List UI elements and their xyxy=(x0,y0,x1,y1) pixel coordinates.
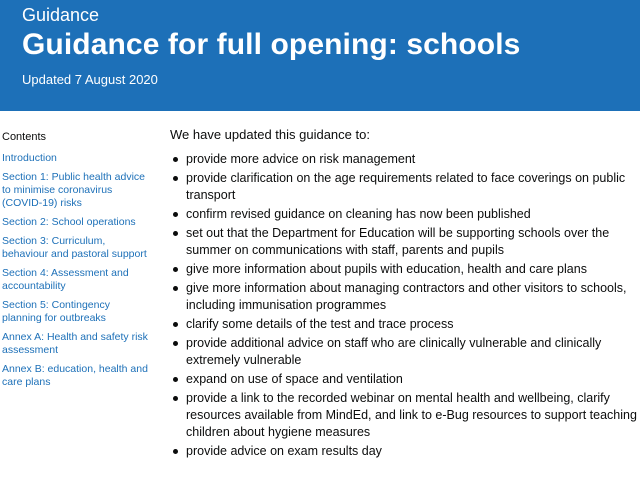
bullet-icon xyxy=(173,322,178,327)
contents-link-section-1[interactable]: Section 1: Public health advice to minimise coronavirus (COVID-19) risks xyxy=(2,171,146,209)
list-item-text: provide advice on exam results day xyxy=(186,444,382,458)
list-item xyxy=(170,335,638,369)
bullet-icon xyxy=(173,231,178,236)
list-item xyxy=(170,280,638,314)
updated-date: Updated 7 August 2020 xyxy=(22,72,158,87)
list-item xyxy=(170,206,638,223)
list-item-text: provide clarification on the age requirements related to face coverings on public transport xyxy=(186,171,626,202)
bullet-icon xyxy=(173,267,178,272)
contents-sidebar xyxy=(2,130,152,395)
list-item-text: provide a link to the recorded webinar on mental health and wellbeing, clarify resources available from MindEd, and link to e-Bug resources to support teaching children about hygiene measures xyxy=(186,391,637,439)
updates-list xyxy=(170,151,638,460)
contents-link-introduction[interactable]: Introduction xyxy=(2,152,57,164)
contents-link-section-3[interactable]: Section 3: Curriculum, behaviour and pastoral support xyxy=(2,235,147,260)
list-item-text: give more information about managing contractors and other visitors to schools, including immunisation programmes xyxy=(186,281,627,312)
list-item xyxy=(170,316,638,333)
list-item xyxy=(170,225,638,259)
contents-link-section-5[interactable]: Section 5: Contingency planning for outbreaks xyxy=(2,299,110,324)
list-item xyxy=(170,170,638,204)
list-item xyxy=(170,390,638,441)
bullet-icon xyxy=(173,212,178,217)
updates-intro: We have updated this guidance to: xyxy=(170,127,370,142)
list-item xyxy=(170,371,638,388)
contents-link-annex-b[interactable]: Annex B: education, health and care plans xyxy=(2,363,148,388)
list-item-text: confirm revised guidance on cleaning has now been published xyxy=(186,207,531,221)
bullet-icon xyxy=(173,341,178,346)
list-item xyxy=(170,443,638,460)
contents-link-section-2[interactable]: Section 2: School operations xyxy=(2,216,136,228)
page-banner xyxy=(0,0,640,111)
page-title: Guidance for full opening: schools xyxy=(22,28,521,61)
bullet-icon xyxy=(173,157,178,162)
list-item xyxy=(170,151,638,168)
bullet-icon xyxy=(173,286,178,291)
list-item-text: provide additional advice on staff who are clinically vulnerable and clinically extremely vulnerable xyxy=(186,336,602,367)
contents-heading: Contents xyxy=(2,131,47,143)
bullet-icon xyxy=(173,377,178,382)
main-content xyxy=(170,126,638,462)
contents-link-section-4[interactable]: Section 4: Assessment and accountability xyxy=(2,267,129,292)
document-type-label: Guidance xyxy=(22,5,100,25)
bullet-icon xyxy=(173,396,178,401)
list-item xyxy=(170,261,638,278)
list-item-text: provide more advice on risk management xyxy=(186,152,416,166)
list-item-text: expand on use of space and ventilation xyxy=(186,372,403,386)
list-item-text: give more information about pupils with education, health and care plans xyxy=(186,262,587,276)
bullet-icon xyxy=(173,449,178,454)
list-item-text: set out that the Department for Education will be supporting schools over the summer on communications with staff, parents and pupils xyxy=(186,226,610,257)
contents-link-annex-a[interactable]: Annex A: Health and safety risk assessment xyxy=(2,331,148,356)
list-item-text: clarify some details of the test and trace process xyxy=(186,317,454,331)
bullet-icon xyxy=(173,176,178,181)
